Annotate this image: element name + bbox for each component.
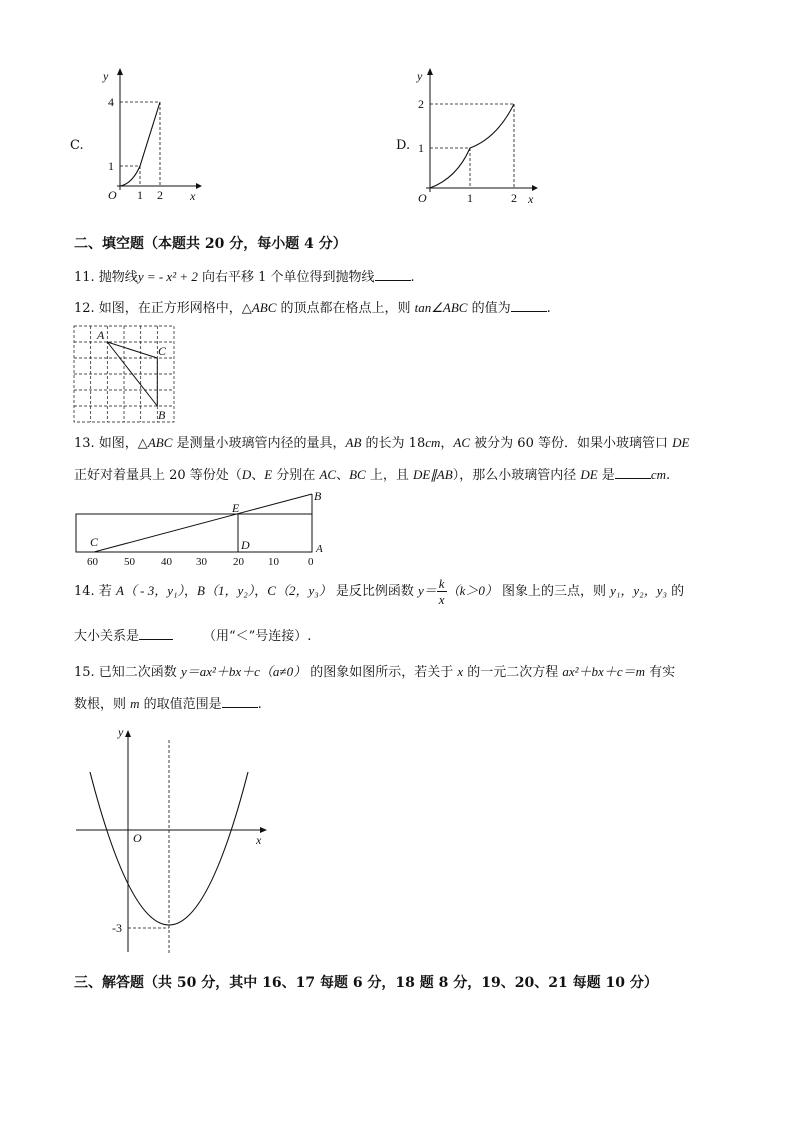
q14-cond: （k＞0） (446, 583, 498, 598)
question-12 (74, 297, 551, 316)
graph-d-origin: O (418, 191, 427, 205)
q14-text-2b: （用“＜”号连接）. (203, 629, 312, 644)
q14-ys: y₁，y₂，y₃ (610, 583, 667, 598)
q14-text-2a: 大小关系是 (74, 629, 140, 644)
q14-answer-blank[interactable] (139, 627, 173, 640)
q13-d: D (241, 467, 252, 482)
q15-m: m (130, 696, 140, 711)
option-d-label: D. (396, 138, 411, 153)
q11-text-post: 向右平移 1 个单位得到抛物线 (197, 270, 375, 285)
q11-answer-blank[interactable] (375, 268, 411, 281)
q13-text-a: 是测量小玻璃管内径的量具， (172, 436, 346, 451)
q15-x-label: x (256, 833, 262, 847)
graph-c-y-label: y (103, 69, 109, 83)
q15-parabola-figure (72, 722, 272, 958)
graph-c-ytick-4: 4 (108, 95, 114, 109)
question-13-line-1 (74, 432, 689, 451)
q13-de2: DE (580, 467, 598, 482)
q11-formula: y = - x² + 2 (137, 269, 198, 284)
graph-d-x-label: x (528, 192, 534, 206)
q12-end: . (546, 301, 551, 316)
q14-end: 的 (667, 584, 685, 599)
q14-point-c: C（2，y₃） (267, 583, 332, 598)
q13-text-2b: 、 (251, 468, 265, 483)
graph-d-ytick-1: 1 (418, 141, 424, 155)
q12-label-a: A (97, 328, 105, 342)
q13-text-2a: 正好对着量具上 20 等份处（ (74, 468, 242, 483)
q15-function: y＝ax²＋bx＋c（a≠0） (180, 664, 307, 679)
question-15-line-1 (74, 661, 675, 680)
q13-label-d: D (241, 538, 250, 552)
q13-scale-10: 10 (268, 556, 279, 568)
question-11 (74, 266, 415, 285)
graph-c-figure (100, 66, 240, 206)
question-14-line-2 (74, 625, 311, 644)
q14-text-post: 图象上的三点，则 (497, 584, 611, 599)
graph-d-figure (412, 66, 552, 208)
q13-ac2: AC (319, 467, 337, 482)
q13-end: . (665, 468, 671, 483)
q13-text-d: 被分为 60 等份．如果小玻璃管口 (470, 436, 673, 451)
graph-d-xtick-1: 1 (467, 191, 473, 205)
q13-text-2c: 分别在 (272, 468, 320, 483)
q13-cm: cm (425, 435, 441, 450)
graph-d-ytick-2: 2 (418, 97, 424, 111)
graph-d-y-label: y (417, 69, 423, 83)
q13-label-b: B (314, 489, 322, 503)
q15-end: . (257, 697, 262, 712)
q13-ruler-figure (72, 488, 334, 570)
question-13-line-2 (74, 464, 670, 483)
q12-text-mid: 的顶点都在格点上，则 (276, 301, 415, 316)
q13-de: DE (672, 435, 690, 450)
graph-c-xtick-1: 1 (137, 188, 143, 202)
q12-tan: tan∠ABC (414, 300, 468, 315)
q14-frac-num: k (438, 576, 445, 591)
q12-text: 12. 如图，在正方形网格中，△ (74, 301, 252, 316)
q15-text-mid2: 的一元二次方程 (463, 665, 563, 680)
q12-grid-figure (72, 324, 178, 426)
q11-text: 11. 抛物线 (74, 270, 138, 285)
q13-scale-20: 20 (233, 556, 244, 568)
q12-label-b: B (158, 408, 166, 422)
q13-text: 13. 如图，△ (74, 436, 148, 451)
q14-fraction (437, 576, 447, 607)
q14-sep2: ， (254, 584, 268, 599)
q13-label-a: A (316, 543, 323, 555)
q13-text-2f: ），那么小玻璃管内径 (452, 468, 581, 483)
q14-text: 14. 若 (74, 584, 116, 599)
option-c-label: C. (70, 138, 84, 153)
q14-sep1: ， (184, 584, 198, 599)
q15-text-mid: 的图象如图所示，若关于 (306, 665, 458, 680)
q15-answer-blank[interactable] (222, 695, 258, 708)
q14-point-b: B（1，y₂） (197, 583, 255, 598)
q13-text-2g: 是 (597, 468, 615, 483)
q12-abc: ABC (251, 300, 277, 315)
graph-d-xtick-2: 2 (511, 191, 517, 205)
section-2-title: 二、填空题（本题共 20 分，每小题 4 分） (74, 236, 347, 252)
graph-c-xtick-2: 2 (157, 188, 163, 202)
q13-scale-50: 50 (124, 556, 135, 568)
graph-c-x-label: x (190, 189, 196, 203)
q13-ab: AB (345, 435, 362, 450)
q15-min-label: -3 (112, 921, 122, 935)
q15-text-2b: 的取值范围是 (139, 697, 222, 712)
q12-answer-blank[interactable] (511, 299, 547, 312)
q13-text-2d: 、 (336, 468, 350, 483)
graph-c-origin: O (108, 188, 117, 202)
q15-text-2a: 数根，则 (74, 697, 131, 712)
q13-text-2e: 上，且 (365, 468, 413, 483)
q13-label-c: C (90, 535, 99, 549)
q12-text-post: 的值为 (467, 301, 511, 316)
question-15-line-2 (74, 693, 262, 712)
q14-frac-den: x (438, 592, 445, 607)
q15-text-post: 有实 (645, 665, 676, 680)
q13-text-c: ， (440, 436, 454, 451)
q13-scale-40: 40 (161, 556, 172, 568)
q13-bc: BC (349, 467, 366, 482)
q13-abc: ABC (147, 435, 173, 450)
question-14-line-1 (74, 572, 684, 611)
q14-text-mid: 是反比例函数 (331, 584, 419, 599)
section-3-title: 三、解答题（共 50 分，其中 16、17 每题 6 分，18 题 8 分，19、20、21 每题 10 分） (74, 975, 658, 991)
q13-e: E (264, 467, 273, 482)
q15-equation: ax²＋bx＋c＝m (562, 664, 645, 679)
q12-label-c: C (158, 344, 167, 358)
q15-text: 15. 已知二次函数 (74, 665, 181, 680)
q14-point-a: A（ - 3，y₁） (115, 583, 185, 598)
q14-y: y＝ (418, 583, 437, 598)
q13-cm2: cm (650, 467, 666, 482)
graph-c-ytick-1: 1 (108, 159, 114, 173)
q13-scale-30: 30 (196, 556, 207, 568)
q13-label-e: E (232, 501, 240, 515)
q13-text-b: 的长为 18 (361, 436, 426, 451)
q13-deab: DE∥AB (412, 467, 453, 482)
q15-origin: O (133, 831, 142, 845)
q13-answer-blank[interactable] (615, 466, 651, 479)
q11-end: . (410, 270, 415, 285)
q13-scale-0: 0 (308, 556, 314, 568)
q15-y-label: y (118, 725, 124, 739)
q13-ac: AC (453, 435, 471, 450)
q15-x: x (457, 664, 464, 679)
q13-scale-60: 60 (87, 556, 98, 568)
